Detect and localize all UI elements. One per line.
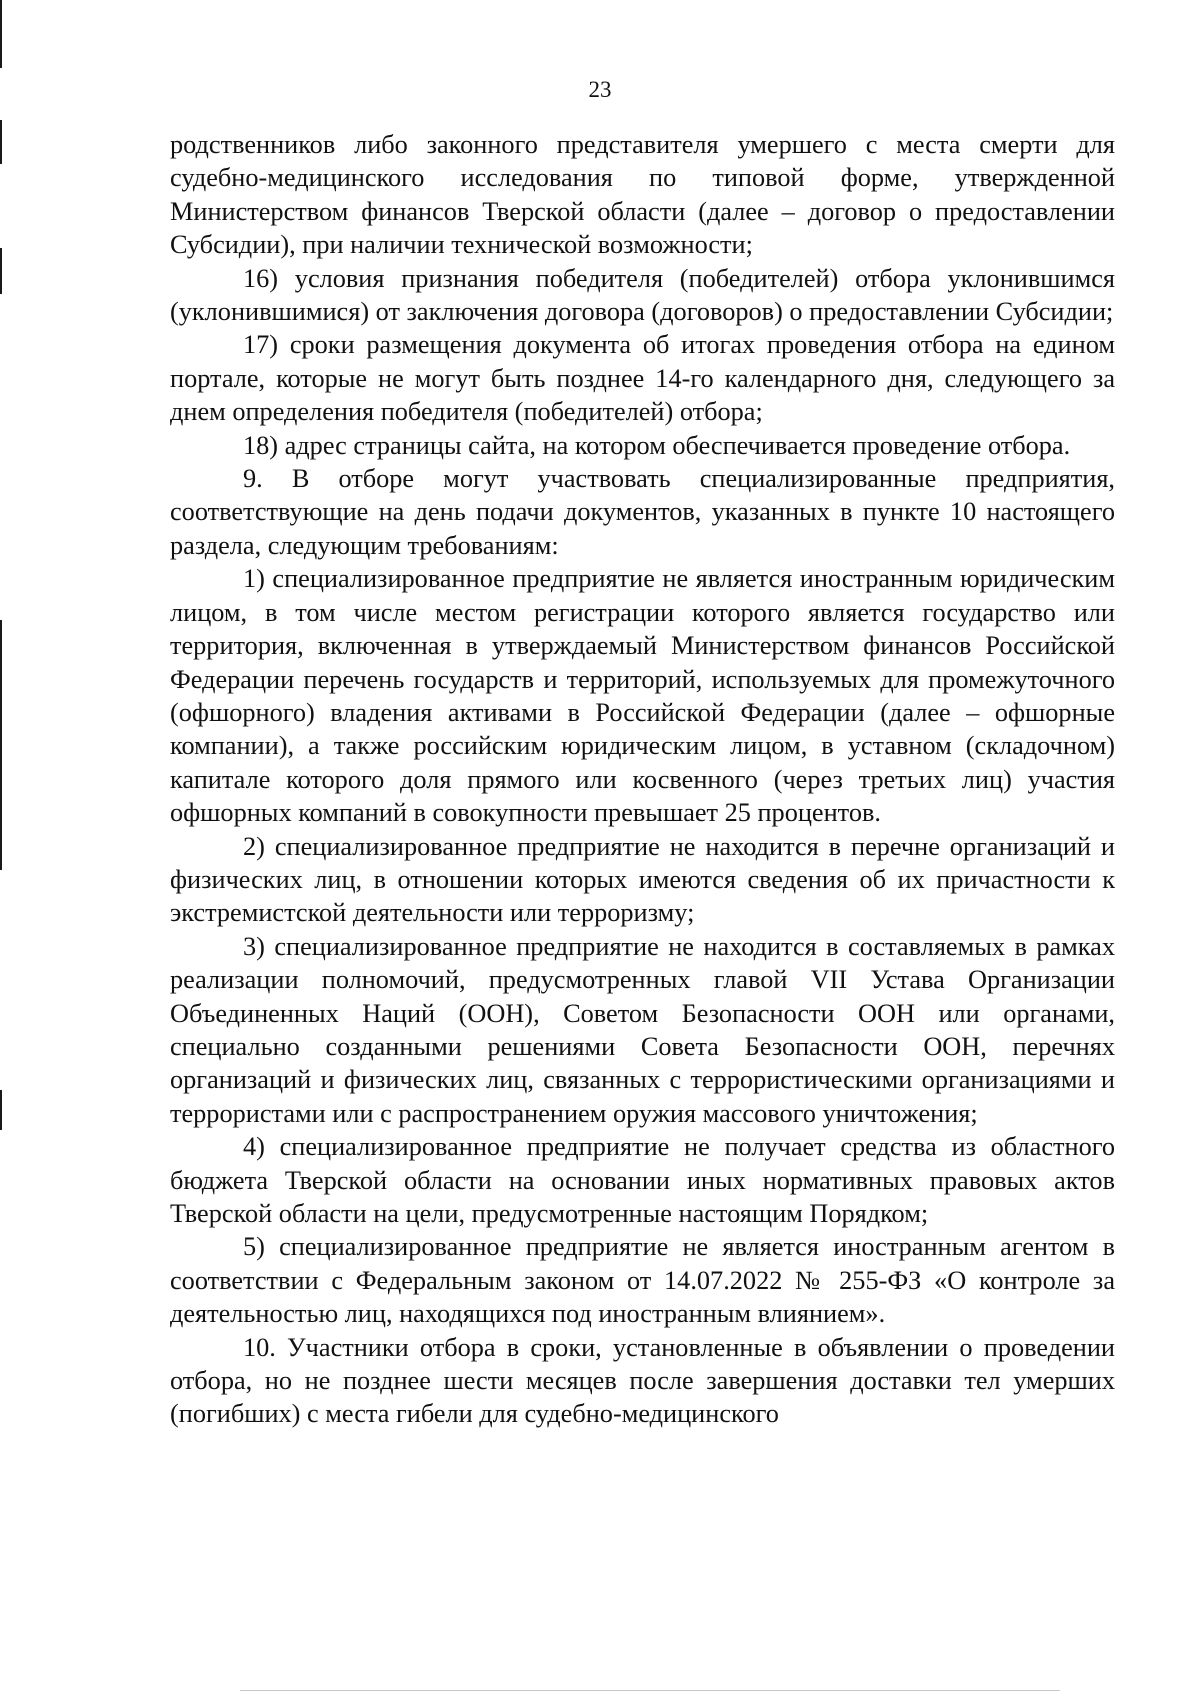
- scan-edge-mark: [0, 0, 2, 68]
- paragraph-requirement-3: 3) специализированное предприятие не находится в составляемых в рамках реализации полномочий, предусмотренных главой VII Устава Организации Объединенных Наций (ООН), Советом Безопасности ООН или органами, специально созданными решениями Совета Безопасности ООН, перечнях организаций и физических лиц, связанных с террористическими организациями и террористами или с распространением оружия массового уничтожения;: [170, 931, 1115, 1128]
- scan-bottom-edge: [240, 1690, 1060, 1691]
- scan-edge-mark: [0, 620, 2, 870]
- paragraph-item-17: 17) сроки размещения документа об итогах проведения отбора на едином портале, которые не могут быть позднее 14-го календарного дня, следующего за днем определения победителя (победителей) отбора;: [170, 330, 1115, 427]
- paragraph-requirement-2: 2) специализированное предприятие не находится в перечне организаций и физических лиц, в отношении которых имеются сведения об их причастности к экстремистской деятельности или терроризму;: [170, 831, 1115, 928]
- scan-edge-mark: [0, 248, 2, 294]
- paragraph-requirement-4: 4) специализированное предприятие не получает средства из областного бюджета Тверской области на основании иных нормативных правовых актов Тверской области на цели, предусмотренные настоящим Порядком;: [170, 1132, 1115, 1228]
- document-body: [170, 128, 1115, 1431]
- scan-edge-mark: [0, 120, 2, 164]
- paragraph-requirement-5: 5) специализированное предприятие не является иностранным агентом в соответствии с Федеральным законом от 14.07.2022 № 255-ФЗ «О контроле за деятельностью лиц, находящихся под иностранным влиянием».: [170, 1232, 1115, 1329]
- paragraph-continuation: родственников либо законного представителя умершего с места смерти для судебно-медицинского исследования по типовой форме, утвержденной Министерством финансов Тверской области (далее – договор о предоставлении Субсидии), при наличии технической возможности;: [170, 130, 1115, 260]
- paragraph-item-18: 18) адрес страницы сайта, на котором обеспечивается проведение отбора.: [243, 430, 1071, 460]
- paragraph-item-16: 16) условия признания победителя (победителей) отбора уклонившимся (уклонившимися) от заключения договора (договоров) о предоставлении Субсидии;: [170, 263, 1115, 327]
- paragraph-requirement-1: 1) специализированное предприятие не является иностранным юридическим лицом, в том числе местом регистрации которого является государство или территория, включенная в утверждаемый Министерством финансов Российской Федерации перечень государств и территорий, используемых для промежуточного (офшорного) владения активами в Российской Федерации (далее – офшорные компании), а также российским юридическим лицом, в уставном (складочном) капитале которого доля прямого или косвенного (через третьих лиц) участия офшорных компаний в совокупности превышает 25 процентов.: [170, 564, 1115, 828]
- paragraph-clause-10: 10. Участники отбора в сроки, установленные в объявлении о проведении отбора, но не позднее шести месяцев после завершения доставки тел умерших (погибших) с места гибели для судебно-медицинского: [170, 1332, 1115, 1429]
- page-number: 23: [588, 77, 612, 102]
- paragraph-clause-9: 9. В отборе могут участвовать специализированные предприятия, соответствующие на день подачи документов, указанных в пункте 10 настоящего раздела, следующим требованиям:: [170, 464, 1115, 560]
- scan-edge-mark: [0, 1090, 2, 1130]
